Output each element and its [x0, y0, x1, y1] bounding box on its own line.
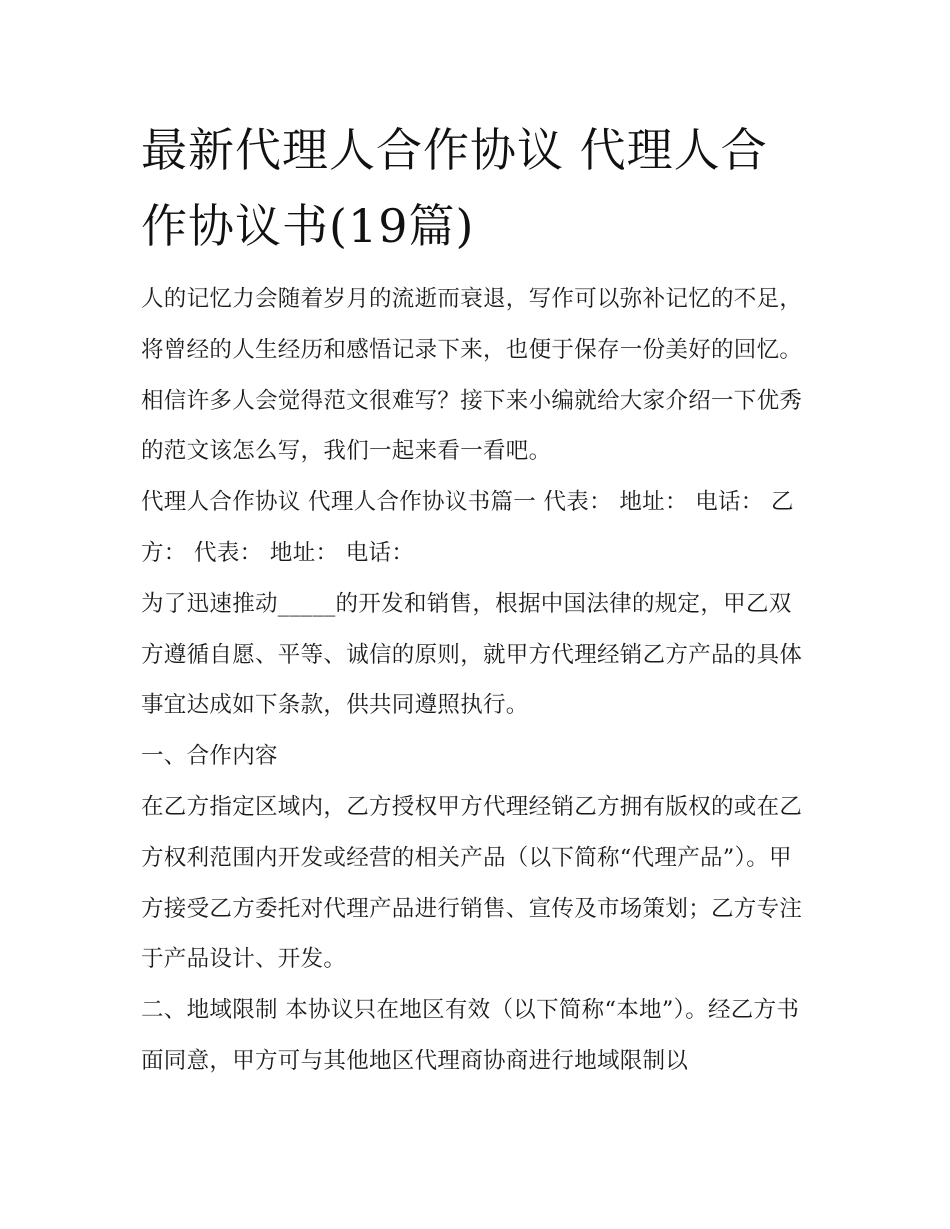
- region-limit-paragraph: 二、地域限制 本协议只在地区有效（以下简称“本地”）。经乙方书面同意，甲方可与其他地区代理商协商进行地域限制以: [141, 997, 800, 1074]
- intro-paragraph: 人的记忆力会随着岁月的流逝而衰退，写作可以弥补记忆的不足，将曾经的人生经历和感悟记录下来，也便于保存一份美好的回忆。相信许多人会觉得范文很难写？接下来小编就给大家介绍一下优秀的范文该怎么写，我们一起来看一看吧。: [141, 286, 803, 465]
- contract-purpose-paragraph: 为了迅速推动_____的开发和销售，根据中国法律的规定，甲乙双方遵循自愿、平等、诚信的原则，就甲方代理经销乙方产品的具体事宜达成如下条款，供共同遵照执行。: [141, 590, 803, 719]
- contract-parties-paragraph: 代理人合作协议 代理人合作协议书篇一 代表： 地址： 电话： 乙方： 代表： 地址： 电话：: [141, 489, 794, 566]
- document-body: [141, 112, 813, 1087]
- cooperation-content-paragraph: 在乙方指定区域内，乙方授权甲方代理经销乙方拥有版权的或在乙方权利范围内开发或经营的相关产品（以下简称“代理产品”）。甲方接受乙方委托对代理产品进行销售、宣传及市场策划；乙方专注于产品设计、开发。: [141, 793, 803, 973]
- document-title: 最新代理人合作协议 代理人合作协议书(19篇): [141, 123, 768, 253]
- section-heading-cooperation: 一、合作内容: [141, 743, 278, 770]
